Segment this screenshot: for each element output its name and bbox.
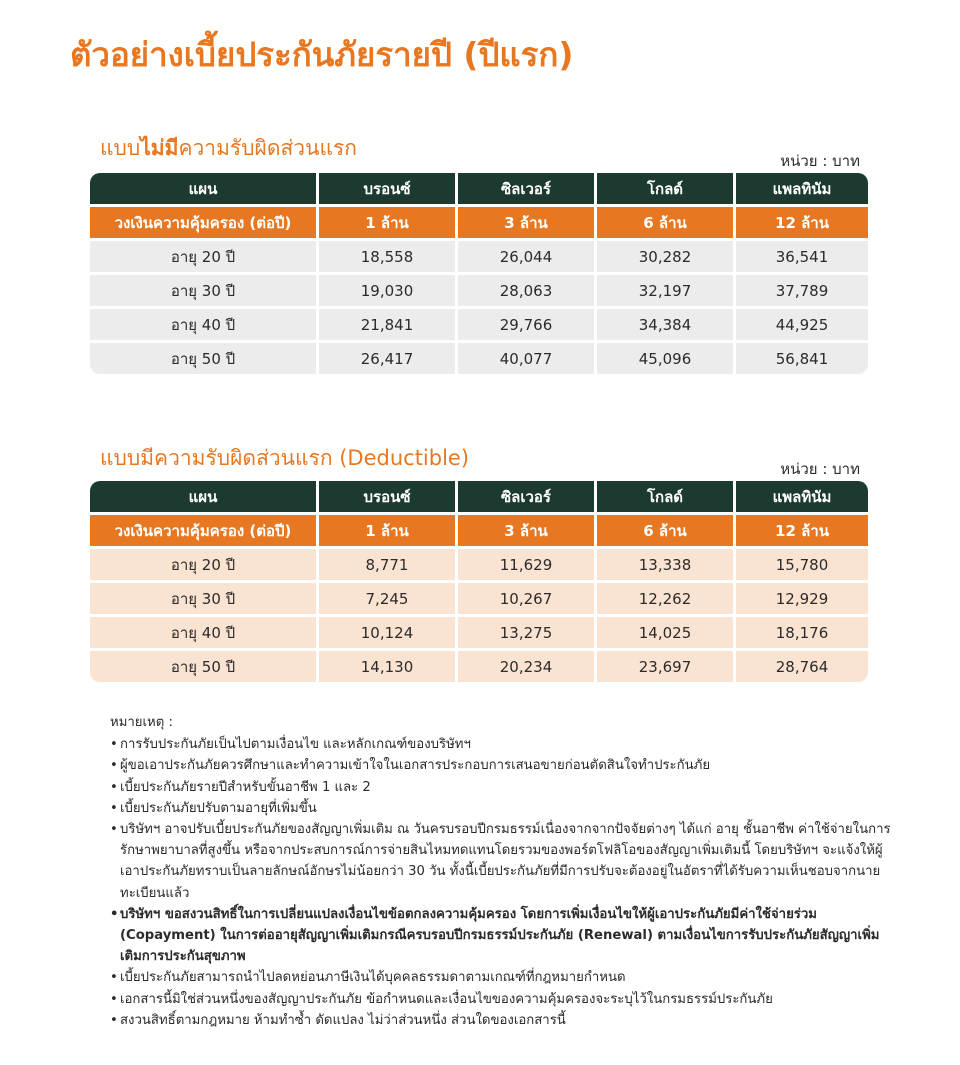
- note-item: • บริษัทฯ ขอสงวนสิทธิ์ในการเปลี่ยนแปลงเงื่อนไขข้อตกลงความคุ้มครอง โดยการเพิ่มเงื่อนไขให้ผู้เอาประกันภัยมีค่าใช้จ่ายร่วม (Copayment) ในการต่ออายุสัญญาเพิ่มเติมกรณีครบรอบปีกรมธรรม์ประกันภัย (Renewal) ตามเงื่อนไขการรับประกันภัยสัญญาเพิ่มเติมการประกันสุขภาพ: [110, 904, 900, 968]
- premium-cell: 30,282: [597, 241, 733, 272]
- age-label: อายุ 50 ปี: [90, 343, 316, 374]
- age-label: อายุ 50 ปี: [90, 651, 316, 682]
- premium-table-deductible: [90, 481, 868, 682]
- header-cell: โกลด์: [597, 481, 733, 512]
- page-title: ตัวอย่างเบี้ยประกันภัยรายปี (ปีแรก): [70, 35, 574, 74]
- header-cell: โกลด์: [597, 173, 733, 204]
- age-label: อายุ 40 ปี: [90, 309, 316, 340]
- premium-cell: 13,338: [597, 549, 733, 580]
- premium-table-no-deductible: [90, 173, 868, 374]
- notes-section: [110, 712, 900, 1031]
- header-cell: ซิลเวอร์: [458, 481, 594, 512]
- premium-cell: 44,925: [736, 309, 868, 340]
- premium-cell: 14,130: [319, 651, 455, 682]
- premium-cell: 23,697: [597, 651, 733, 682]
- note-item: • เอกสารนี้มิใช่ส่วนหนึ่งของสัญญาประกันภัย ข้อกำหนดและเงื่อนไขของความคุ้มครองจะระบุไว้ในกรมธรรม์ประกันภัย: [110, 989, 900, 1010]
- header-cell: แผน: [90, 481, 316, 512]
- note-item: • การรับประกันภัยเป็นไปตามเงื่อนไข และหลักเกณฑ์ของบริษัทฯ: [110, 734, 900, 755]
- premium-cell: 14,025: [597, 617, 733, 648]
- section-title-suffix: ความรับผิดส่วนแรก: [178, 136, 357, 160]
- header-cell: บรอนซ์: [319, 173, 455, 204]
- premium-cell: 12,929: [736, 583, 868, 614]
- header-cell: บรอนซ์: [319, 481, 455, 512]
- coverage-cell: 3 ล้าน: [458, 515, 594, 546]
- header-cell: แผน: [90, 173, 316, 204]
- note-item: • บริษัทฯ อาจปรับเบี้ยประกันภัยของสัญญาเพิ่มเติม ณ วันครบรอบปีกรมธรรม์เนื่องจากจากปัจจัยต่างๆ ได้แก่ อายุ ชั้นอาชีพ ค่าใช้จ่ายในการรักษาพยาบาลที่สูงขึ้น หรือจากประสบการณ์การจ่ายสินไหมทดแทนโดยรวมของพอร์ตโฟลิโอของสัญญาเพิ่มเติมนี้ โดยบริษัทฯ จะแจ้งให้ผู้เอาประกันภัยทราบเป็นลายลักษณ์อักษรไม่น้อยกว่า 30 วัน ทั้งนี้เบี้ยประกันภัยที่มีการปรับจะต้องอยู่ในอัตราที่ได้รับความเห็นชอบจากนายทะเบียนแล้ว: [110, 819, 900, 904]
- premium-cell: 26,044: [458, 241, 594, 272]
- coverage-cell: 1 ล้าน: [319, 515, 455, 546]
- header-cell: แพลทินัม: [736, 173, 868, 204]
- section-title-emphasis: ไม่มี: [140, 136, 179, 160]
- coverage-cell: 1 ล้าน: [319, 207, 455, 238]
- premium-cell: 28,063: [458, 275, 594, 306]
- age-label: อายุ 30 ปี: [90, 583, 316, 614]
- premium-cell: 7,245: [319, 583, 455, 614]
- age-label: อายุ 30 ปี: [90, 275, 316, 306]
- unit-label: หน่วย : บาท: [780, 460, 860, 478]
- coverage-label: วงเงินความคุ้มครอง (ต่อปี): [90, 515, 316, 546]
- premium-cell: 21,841: [319, 309, 455, 340]
- section-title-no-deductible: [100, 132, 357, 165]
- premium-cell: 56,841: [736, 343, 868, 374]
- premium-cell: 8,771: [319, 549, 455, 580]
- premium-cell: 18,558: [319, 241, 455, 272]
- header-cell: ซิลเวอร์: [458, 173, 594, 204]
- premium-cell: 40,077: [458, 343, 594, 374]
- premium-cell: 20,234: [458, 651, 594, 682]
- premium-cell: 34,384: [597, 309, 733, 340]
- coverage-cell: 12 ล้าน: [736, 515, 868, 546]
- coverage-cell: 12 ล้าน: [736, 207, 868, 238]
- premium-cell: 12,262: [597, 583, 733, 614]
- premium-cell: 45,096: [597, 343, 733, 374]
- section-title-deductible: แบบมีความรับผิดส่วนแรก (Deductible): [100, 446, 470, 470]
- note-item: • เบี้ยประกันภัยสามารถนำไปลดหย่อนภาษีเงินได้บุคคลธรรมดาตามเกณฑ์ที่กฎหมายกำหนด: [110, 967, 900, 988]
- unit-label: หน่วย : บาท: [780, 152, 860, 170]
- note-item: • สงวนสิทธิ์ตามกฎหมาย ห้ามทำซ้ำ ดัดแปลง ไม่ว่าส่วนหนึ่ง ส่วนใดของเอกสารนี้: [110, 1010, 900, 1031]
- note-item: • เบี้ยประกันภัยปรับตามอายุที่เพิ่มขึ้น: [110, 798, 900, 819]
- premium-cell: 29,766: [458, 309, 594, 340]
- coverage-cell: 6 ล้าน: [597, 207, 733, 238]
- premium-cell: 19,030: [319, 275, 455, 306]
- section-title-prefix: แบบ: [100, 136, 141, 160]
- age-label: อายุ 40 ปี: [90, 617, 316, 648]
- premium-cell: 36,541: [736, 241, 868, 272]
- coverage-cell: 3 ล้าน: [458, 207, 594, 238]
- premium-cell: 10,267: [458, 583, 594, 614]
- premium-cell: 11,629: [458, 549, 594, 580]
- premium-cell: 15,780: [736, 549, 868, 580]
- coverage-label: วงเงินความคุ้มครอง (ต่อปี): [90, 207, 316, 238]
- premium-cell: 13,275: [458, 617, 594, 648]
- note-item: • ผู้ขอเอาประกันภัยควรศึกษาและทำความเข้าใจในเอกสารประกอบการเสนอขายก่อนตัดสินใจทำประกันภัย: [110, 755, 900, 776]
- premium-cell: 10,124: [319, 617, 455, 648]
- premium-cell: 26,417: [319, 343, 455, 374]
- notes-list: [110, 734, 900, 1031]
- age-label: อายุ 20 ปี: [90, 549, 316, 580]
- note-item: • เบี้ยประกันภัยรายปีสำหรับขั้นอาชีพ 1 และ 2: [110, 777, 900, 798]
- premium-cell: 37,789: [736, 275, 868, 306]
- header-cell: แพลทินัม: [736, 481, 868, 512]
- premium-cell: 28,764: [736, 651, 868, 682]
- premium-cell: 18,176: [736, 617, 868, 648]
- notes-title: หมายเหตุ :: [110, 715, 173, 730]
- premium-cell: 32,197: [597, 275, 733, 306]
- age-label: อายุ 20 ปี: [90, 241, 316, 272]
- coverage-cell: 6 ล้าน: [597, 515, 733, 546]
